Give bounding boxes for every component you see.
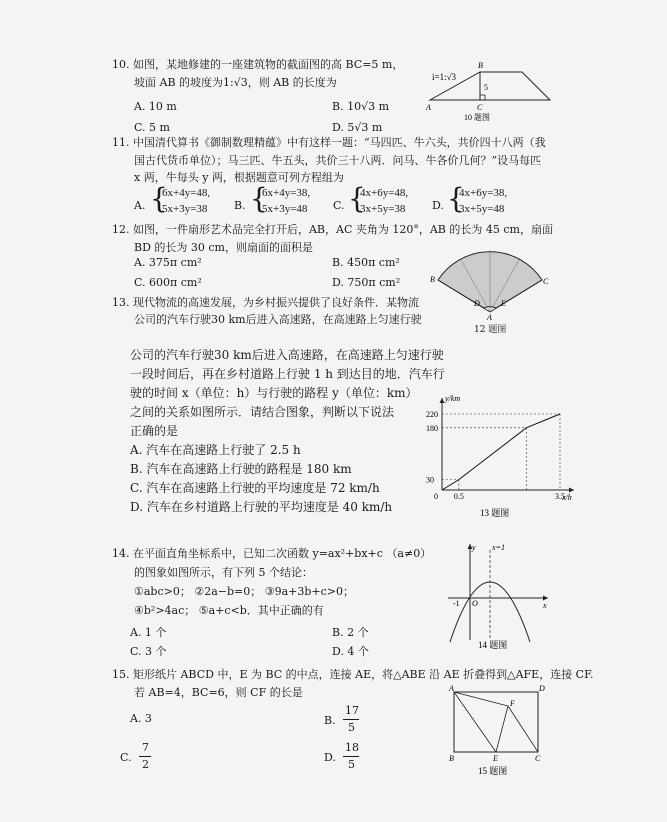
q12-option-d: D. 750π cm² xyxy=(332,276,401,289)
q15-label-d: D xyxy=(539,684,545,693)
q15-label-e: E xyxy=(493,754,498,763)
q10-line2: 坡面 AB 的坡度为1:√3，则 AB 的长度为 xyxy=(134,76,337,89)
q15-caption: 15 题图 xyxy=(478,766,508,776)
q13-x-arrow xyxy=(569,488,574,493)
q11-a-eq1: 6x+4y=48, xyxy=(162,187,211,199)
q13-ytick-30: 30 xyxy=(426,475,434,485)
q15-option-b-num: 17 xyxy=(345,704,359,717)
q15-option-b-den: 5 xyxy=(348,721,355,734)
q12-label-e: E xyxy=(501,299,506,308)
q12-option-a: A. 375π cm² xyxy=(134,256,202,269)
q10-label-b: B xyxy=(478,61,483,70)
q11-c-eq2: 3x+5y=38 xyxy=(360,203,406,215)
q15-option-d-bar xyxy=(343,756,359,757)
q13-chart-marks xyxy=(426,410,565,501)
q11-brace-d: { xyxy=(447,182,465,215)
q15-option-b-bar xyxy=(343,719,359,720)
q11-d-eq2: 3x+5y=48 xyxy=(459,203,505,215)
q13-y-arrow xyxy=(440,398,445,403)
q14-caption: 14 题图 xyxy=(478,640,508,650)
q11-option-c-label: C. xyxy=(333,199,345,212)
q10-option-d: D. 5√3 m xyxy=(332,121,383,134)
q12-line2: BD 的长为 30 cm，则扇面的面积是 xyxy=(134,241,313,254)
q12-caption: 12 题图 xyxy=(474,325,507,335)
q14-label-x: x xyxy=(543,601,547,610)
q11-brace-a: { xyxy=(150,182,168,215)
q11-option-d-label: D. xyxy=(432,199,444,212)
q15-line2: 若 AB=4，BC=6，则 CF 的长是 xyxy=(134,686,303,699)
q14-line4: ④b²>4ac； ⑤a+c<b．其中正确的有 xyxy=(134,604,324,617)
q13-xtick-0: 0 xyxy=(434,492,438,501)
q10-label-c: C xyxy=(477,103,483,112)
q15-label-c: C xyxy=(535,754,541,763)
q10-label-a: A xyxy=(426,103,431,112)
q15-option-d-num: 18 xyxy=(345,741,359,754)
q10-caption: 10 题图 xyxy=(464,113,490,122)
q15-rectangle xyxy=(454,692,538,752)
q15-fe xyxy=(496,706,508,752)
q15-option-c-den: 2 xyxy=(142,758,149,771)
q14-x-arrow xyxy=(543,596,548,601)
q14-option-b: B. 2 个 xyxy=(332,626,369,639)
q14-label-o: O xyxy=(472,599,478,608)
q10-option-a: A. 10 m xyxy=(134,100,177,113)
q14-line1: 14. 在平面直角坐标系中，已知二次函数 y=ax²+bx+c （a≠0） xyxy=(112,547,432,560)
q15-label-f: F xyxy=(510,699,515,708)
q14-label-y: y xyxy=(472,543,476,552)
q12-label-b: B xyxy=(430,275,435,284)
q11-option-b-label: B. xyxy=(234,199,246,212)
q13-series-line xyxy=(442,414,560,490)
q13-option-a: A. 汽车在高速路上行驶了 2.5 h xyxy=(130,443,301,457)
q11-c-eq1: 4x+6y=48, xyxy=(360,187,409,199)
q13-line1: 13. 现代物流的高速发展，为乡村振兴提供了良好条件．某物流 xyxy=(112,296,419,309)
q13-body-5: 正确的是 xyxy=(130,424,179,438)
q13-ytick-220: 220 xyxy=(426,410,438,419)
q14-line3: ①abc>0； ②2a−b=0； ③9a+3b+c>0； xyxy=(134,585,354,598)
q14-option-a: A. 1 个 xyxy=(130,626,167,639)
q10-figure xyxy=(420,56,560,124)
q11-a-eq2: 5x+3y=38 xyxy=(162,203,208,215)
q13-option-d: D. 汽车在乡村道路上行驶的平均速度是 40 km/h xyxy=(130,500,393,514)
q14-figure xyxy=(444,540,554,650)
q10-right-angle xyxy=(480,95,485,100)
q15-option-b-label: B. xyxy=(324,714,336,727)
q11-b-eq1: 6x+4y=38, xyxy=(262,187,311,199)
q11-option-a-label: A. xyxy=(134,199,146,212)
q10-line1: 10. 如图，某地修建的一座建筑物的截面图的高 BC=5 m， xyxy=(112,58,404,71)
q13-body-3: 驶的时间 x（单位：h）与行驶的路程 y（单位：km） xyxy=(130,386,418,400)
q10-label-5: 5 xyxy=(484,83,488,92)
q12-fan-figure xyxy=(430,238,550,320)
q13-option-c: C. 汽车在高速路上行驶的平均速度是 72 km/h xyxy=(130,481,380,495)
q13-option-b: B. 汽车在高速路上行驶的路程是 180 km xyxy=(130,462,352,476)
q15-line1: 15. 矩形纸片 ABCD 中，E 为 BC 的中点，连接 AE，将△ABE 沿 AE 折叠得到△AFE，连接 CF. xyxy=(112,668,594,681)
q12-option-b: B. 450π cm² xyxy=(332,256,400,269)
q13-xlabel: x/h xyxy=(562,493,572,502)
q15-option-d-label: D. xyxy=(324,751,336,764)
q15-option-c-num: 7 xyxy=(142,741,149,754)
q15-fc xyxy=(508,706,538,752)
q15-label-b: B xyxy=(449,754,454,763)
q10-slope-label: i=1:√3 xyxy=(432,72,457,82)
q11-line2: 国古代货币单位）；马三匹、牛五头，共价三十八两．问马、牛各价几何？”设马每匹 xyxy=(134,154,542,167)
q15-option-c-bar xyxy=(139,756,151,757)
q15-label-a: A xyxy=(449,684,454,693)
q10-option-b: B. 10√3 m xyxy=(332,100,390,113)
q12-option-c: C. 600π cm² xyxy=(134,276,202,289)
q13-body-1: 公司的汽车行驶30 km后进入高速路，在高速路上匀速行驶 xyxy=(130,348,444,362)
q13-ytick-180: 180 xyxy=(426,423,438,433)
q13-line2: 公司的汽车行驶30 km后进入高速路，在高速路上匀速行驶 xyxy=(134,313,422,326)
q12-label-a: A xyxy=(487,313,492,320)
q15-option-d-den: 5 xyxy=(348,758,355,771)
q11-b-eq2: 5x+3y=48 xyxy=(262,203,308,215)
q13-xtick-0.5: 0.5 xyxy=(453,492,464,501)
q11-brace-b: { xyxy=(250,182,268,215)
q14-label-neg1: -1 xyxy=(453,599,460,608)
q11-brace-c: { xyxy=(348,182,366,215)
q15-figure xyxy=(446,684,546,780)
q12-line1: 12. 如图，一件扇形艺术品完全打开后，AB，AC 夹角为 120°，AB 的长为 45 cm，扇面 xyxy=(112,223,553,236)
q14-option-c: C. 3 个 xyxy=(130,645,167,658)
q11-line1: 11. 中国清代算书《御制数理精蕴》中有这样一题：“马四匹、牛六头，共价四十八两（我 xyxy=(112,136,546,149)
q13-ylabel: y/km xyxy=(445,394,461,403)
q12-label-c: C xyxy=(543,277,549,286)
q13-chart xyxy=(412,392,582,520)
q11-line3: x 两，牛每头 y 两，根据题意可列方程组为 xyxy=(134,171,344,184)
q15-option-c-label: C. xyxy=(120,751,132,764)
q15-option-a: A. 3 xyxy=(130,712,152,725)
q12-label-d: D xyxy=(474,299,480,308)
q13-body-4: 之间的关系如图所示．请结合图象，判断以下说法 xyxy=(130,405,395,419)
q14-line2: 的图象如图所示，有下列 5 个结论： xyxy=(134,566,313,579)
q13-xtick-3.5: 3.5 xyxy=(555,492,565,501)
q14-label-x1: x=1 xyxy=(492,543,505,552)
q10-option-c: C. 5 m xyxy=(134,121,170,134)
q13-caption: 13 题图 xyxy=(480,508,510,518)
q13-body-2: 一段时间后，再在乡村道路上行驶 1 h 到达目的地．汽车行 xyxy=(130,367,445,381)
q11-d-eq1: 4x+6y=38, xyxy=(459,187,508,199)
q14-option-d: D. 4 个 xyxy=(332,645,369,658)
